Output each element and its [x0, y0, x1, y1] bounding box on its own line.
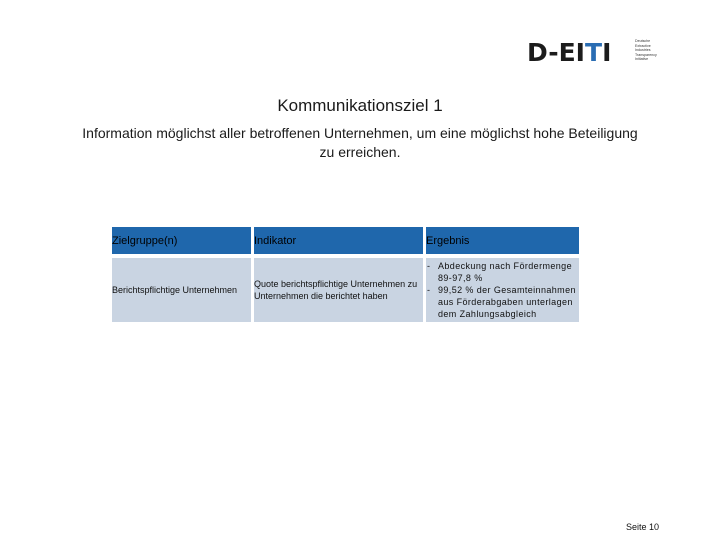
- d-eiti-logo: [527, 36, 677, 70]
- table-header-row: [112, 227, 579, 254]
- page-number: Seite 10: [626, 522, 660, 532]
- logo-subtext-line: Extractive: [635, 43, 651, 48]
- table-row: [112, 258, 579, 322]
- goal-table: [109, 223, 582, 326]
- page-subtitle: Information möglichst aller betroffenen Unternehmen, um eine möglichst hohe Beteiligung zu erreichen.: [82, 125, 638, 160]
- header-ergebnis: Ergebnis: [426, 227, 579, 254]
- header-zielgruppe: Zielgruppe(n): [112, 227, 251, 254]
- cell-indikator: Quote berichtspflichtige Unternehmen zu Unternehmen die berichtet haben: [254, 258, 423, 322]
- logo-subtext: [635, 39, 675, 62]
- result-list: [426, 260, 579, 320]
- header-indikator: Indikator: [254, 227, 423, 254]
- result-item: - Abdeckung nach Fördermenge 89-97,8 %: [427, 261, 572, 283]
- logo-subtext-line: Transparency: [635, 52, 657, 57]
- cell-zielgruppe: Berichtspflichtige Unternehmen: [112, 258, 251, 322]
- bullet-dash: -: [427, 285, 431, 295]
- bullet-dash: -: [427, 261, 431, 271]
- logo-wordmark: D-EITI: [527, 38, 612, 67]
- page-title: Kommunikationsziel 1: [277, 96, 443, 115]
- logo-subtext-line: Industries: [635, 48, 651, 53]
- cell-ergebnis: [426, 258, 579, 322]
- result-item: - 99,52 % der Gesamteinnahmen aus Förderabgaben unterlagen dem Zahlungsabgleich: [427, 285, 576, 319]
- logo-subtext-line: Initiative: [635, 57, 649, 62]
- logo-subtext-line: Deutsche: [635, 39, 651, 43]
